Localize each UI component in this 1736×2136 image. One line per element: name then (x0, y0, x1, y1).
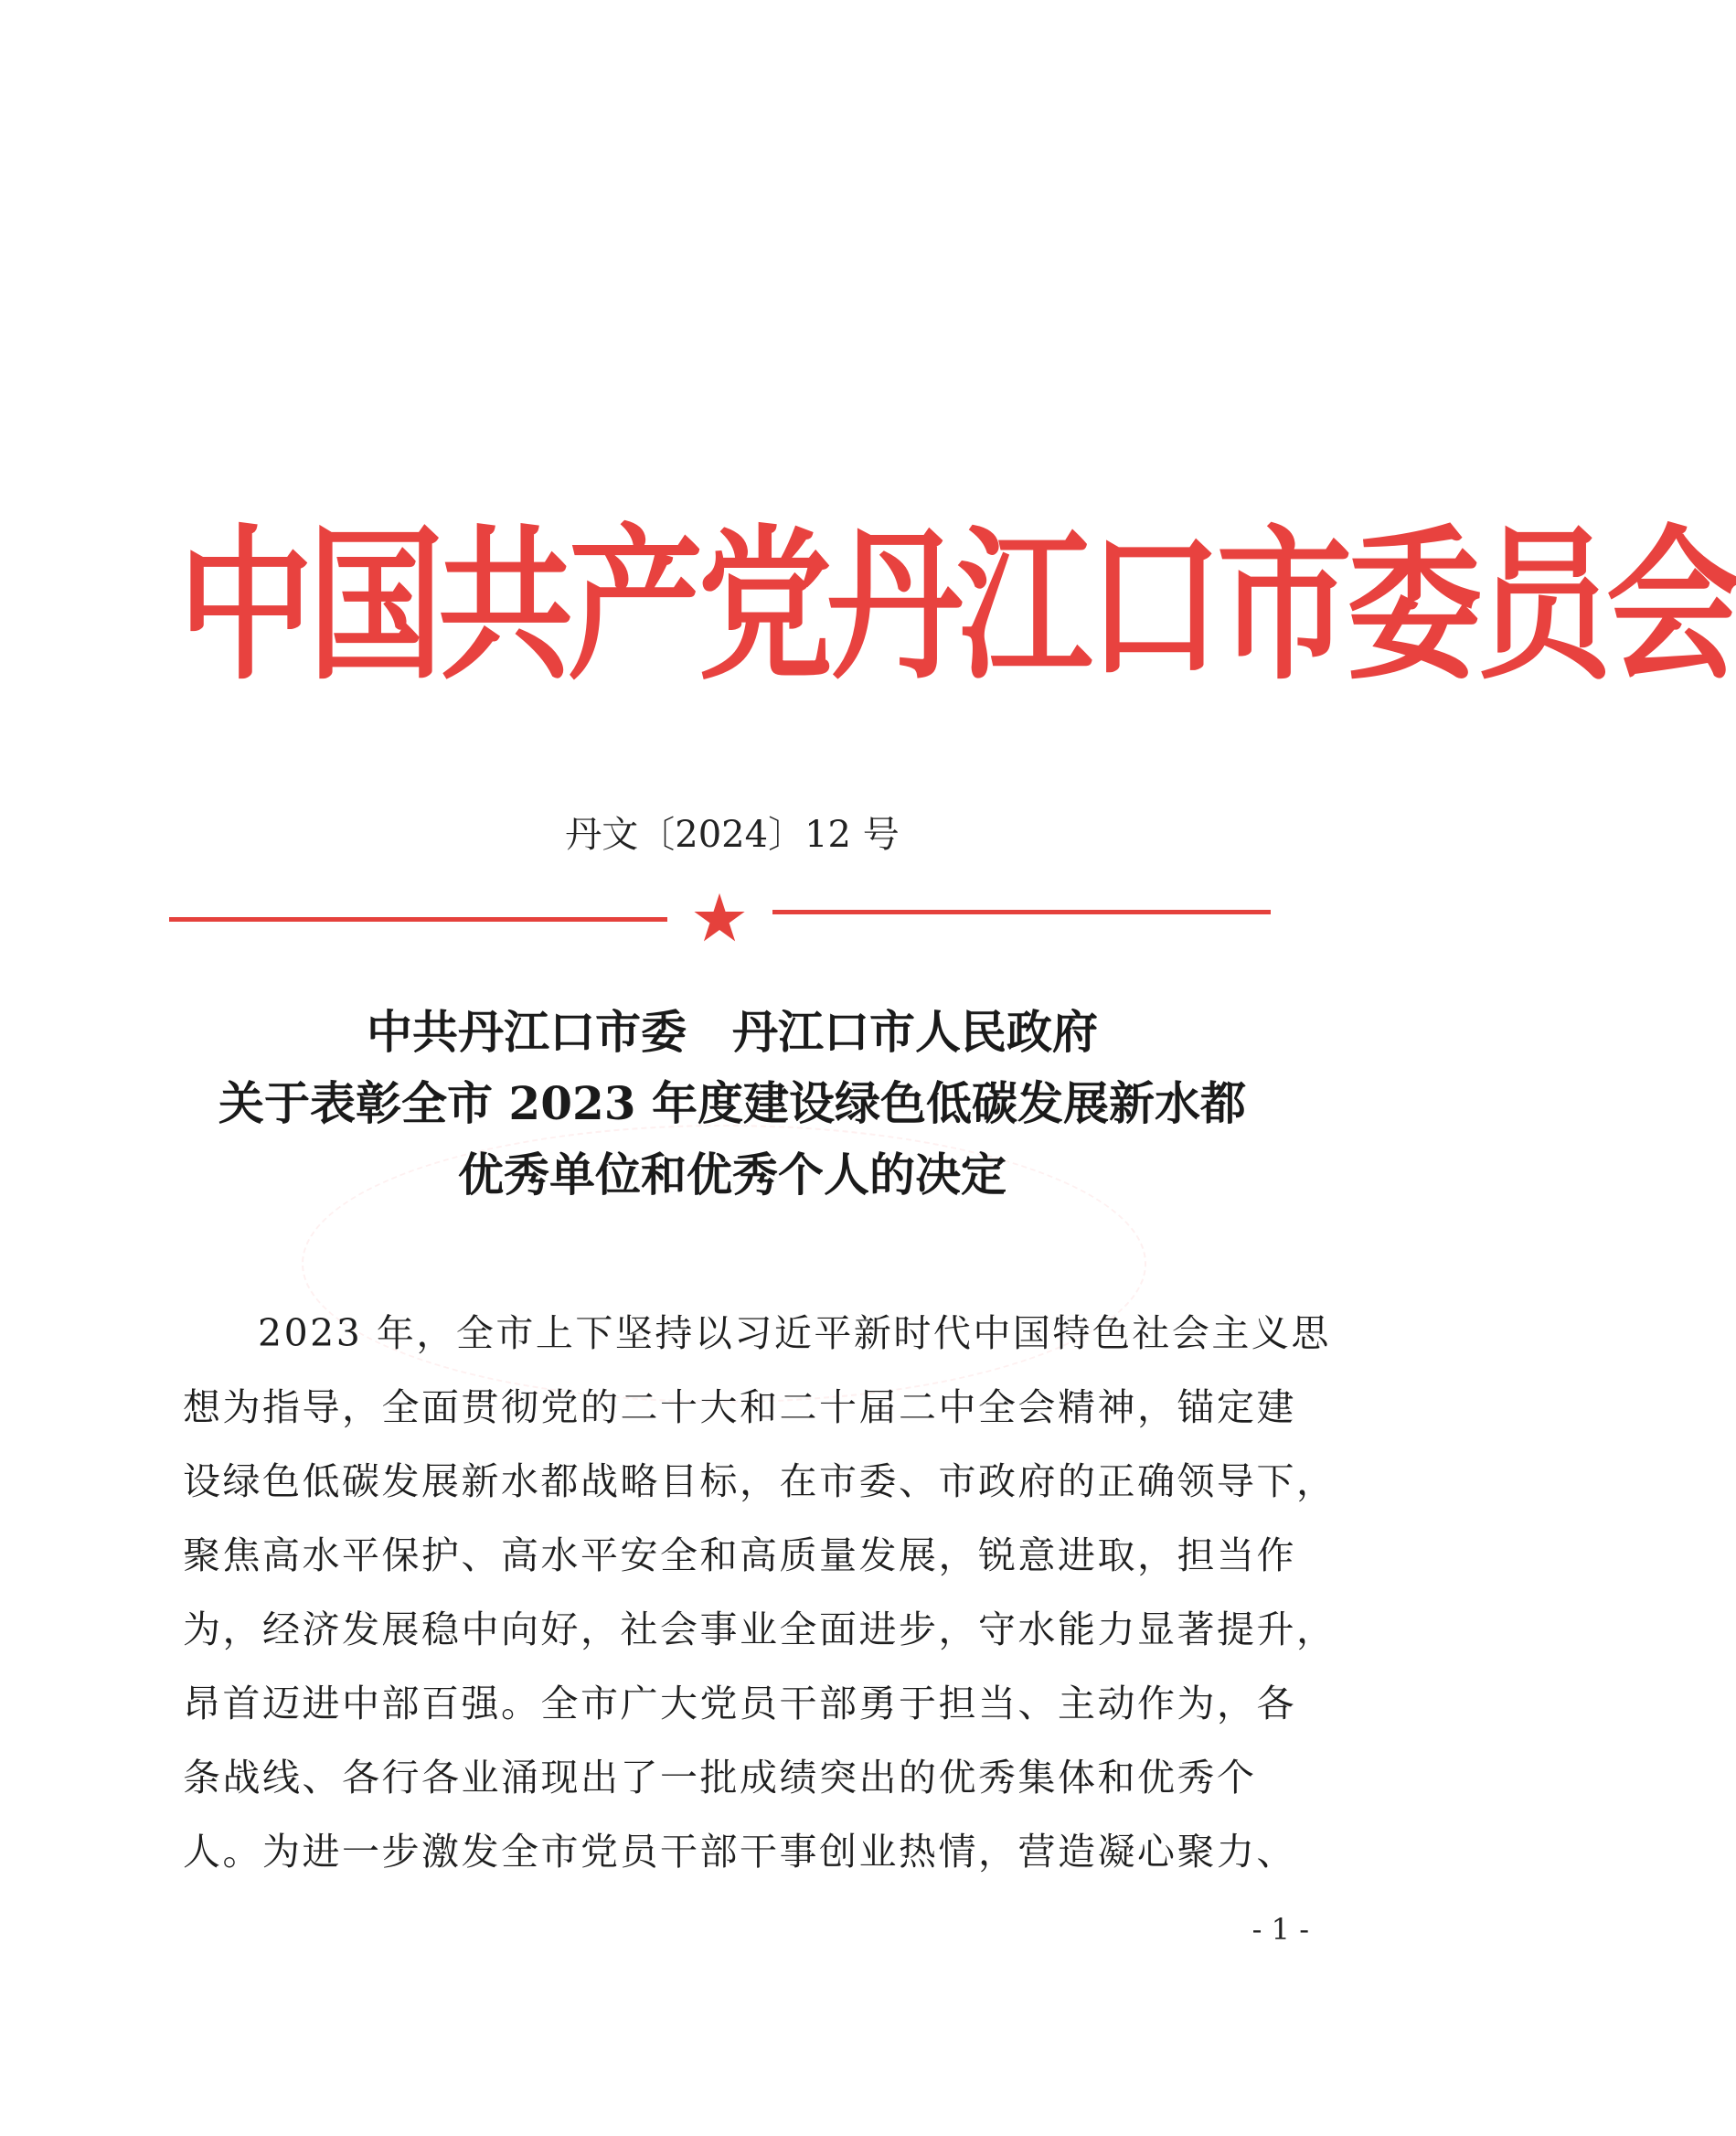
title-line: 关于表彰全市 2023 年度建设绿色低碳发展新水都 (218, 1076, 1246, 1130)
body-line: 2023 年，全市上下坚持以习近平新时代中国特色社会主义思 (258, 1311, 1331, 1355)
document-number: 丹文〔2024〕12 号 (565, 814, 900, 856)
body-line: 条战线、各行各业涌现出了一批成绩突出的优秀集体和优秀个 (183, 1756, 1257, 1800)
page-number: - 1 - (1251, 1912, 1309, 1947)
body-line: 为，经济发展稳中向好，社会事业全面进步，守水能力显著提升， (183, 1607, 1337, 1651)
document-title (0, 997, 1464, 1211)
body-line: 想为指导，全面贯彻党的二十大和二十届二中全会精神，锚定建 (183, 1385, 1296, 1429)
title-line: 优秀单位和优秀个人的决定 (458, 1148, 1006, 1202)
body-line: 设绿色低碳发展新水都战略目标，在市委、市政府的正确领导下， (183, 1459, 1337, 1503)
title-line: 中共丹江口市委 丹江口市人民政府 (367, 1005, 1098, 1059)
divider-line-right (772, 910, 1271, 914)
issuing-organization-header: 中国共产党丹江口市委员会 (178, 510, 1736, 702)
body-paragraph (183, 1297, 1337, 1889)
body-line: 聚焦高水平保护、高水平安全和高质量发展，锐意进取，担当作 (183, 1533, 1296, 1577)
red-divider (169, 880, 1271, 956)
red-star-icon: ★ (689, 880, 750, 956)
body-line: 昂首迈进中部百强。全市广大党员干部勇于担当、主动作为，各 (183, 1682, 1296, 1725)
body-line: 人。为进一步激发全市党员干部干事创业热情，营造凝心聚力、 (183, 1830, 1296, 1874)
divider-line-left (169, 917, 667, 922)
